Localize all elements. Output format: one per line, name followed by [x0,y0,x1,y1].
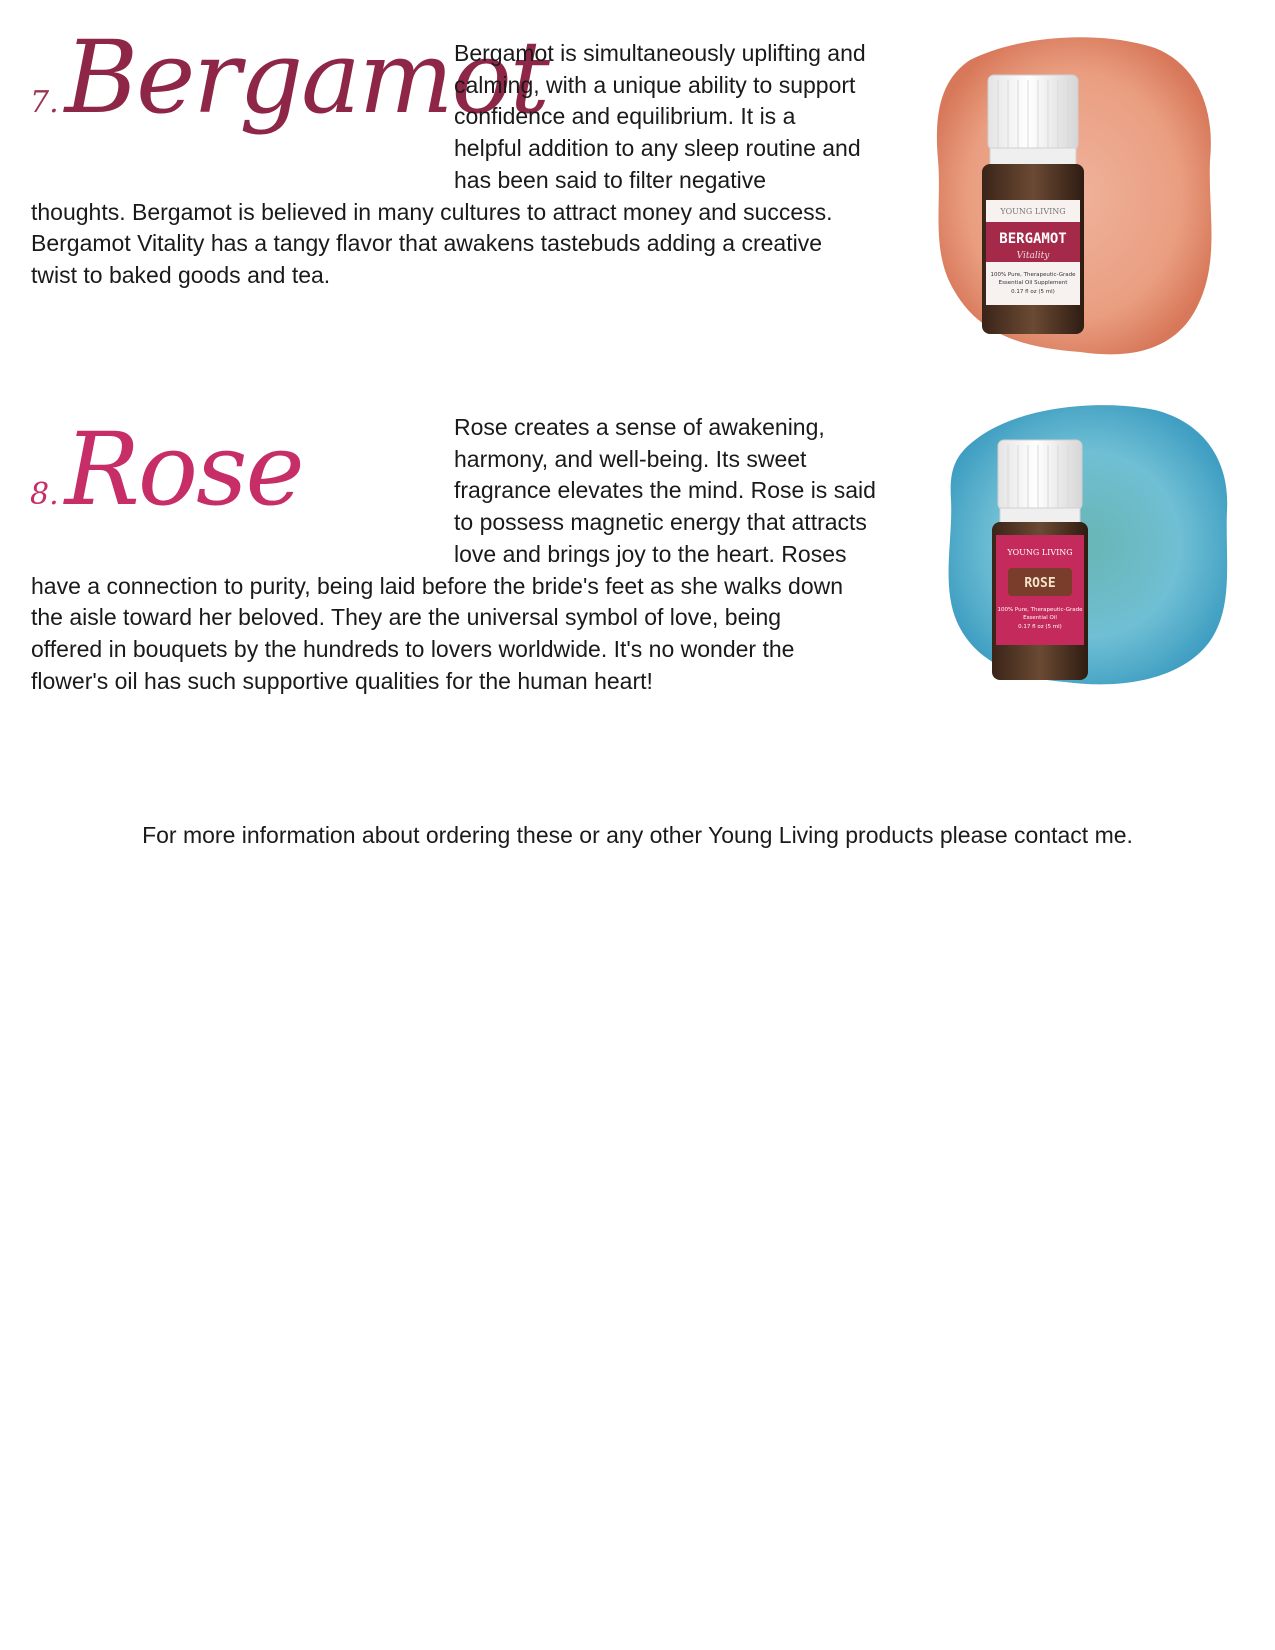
bottle-desc-text: Essential Oil Supplement [998,280,1068,286]
text-line: fragrance elevates the mind. Rose is said [454,477,876,504]
bottle-desc-text: 100% Pure, Therapeutic-Grade [997,607,1083,613]
text-line: thoughts. Bergamot is believed in many cultures to attract money and success. [31,198,833,225]
bergamot-number: 7. [30,85,59,120]
text-line: have a connection to purity, being laid before the bride's feet as she walks down [31,572,844,599]
rose-bottle-illustration [945,400,1235,690]
bottle-brand-text: YOUNG LIVING [1007,548,1073,557]
rose-product-image [945,400,1235,690]
text-line: to possess magnetic energy that attracts [454,509,867,536]
text-line: the aisle toward her beloved. They are the universal symbol of love, being [31,604,782,631]
bergamot-bottle-illustration [930,30,1220,370]
text-line: flower's oil has such supportive qualities for the human heart! [31,667,653,694]
text-line: harmony, and well-being. Its sweet [454,445,807,472]
text-line: has been said to filter negative [454,166,766,193]
bergamot-title: Bergamot [64,19,548,136]
text-line: confidence and equilibrium. It is a [454,103,796,130]
bottle-brand-text: YOUNG LIVING [1000,207,1066,216]
text-line: Rose creates a sense of awakening, [454,414,825,440]
text-line: Bergamot Vitality has a tangy flavor that awakens tastebuds adding a creative [31,230,822,257]
text-line: helpful addition to any sleep routine and [454,135,861,162]
contact-note: For more information about ordering these or any other Young Living products please contact me. [142,822,1133,848]
bergamot-section [0,0,1275,380]
rose-description [31,412,876,697]
bottle-label-text: BERGAMOT [999,231,1067,247]
bergamot-product-image [930,30,1220,370]
text-line: Bergamot is simultaneously uplifting and [454,40,866,66]
bottle-label-text: ROSE [1024,576,1056,591]
text-line: twist to baked goods and tea. [31,261,331,288]
rose-section [0,390,1275,740]
rose-number: 8. [30,477,59,512]
text-line: love and brings joy to the heart. Roses [454,540,847,567]
text-line: calming, with a unique ability to support [454,71,856,98]
bergamot-description [31,38,866,292]
bottle-sublabel-text: Vitality [1016,251,1050,261]
rose-title: Rose [64,411,303,528]
bottle-desc-text: 100% Pure, Therapeutic-Grade [990,272,1076,278]
bottle-desc-text: Essential Oil [1023,615,1057,621]
bottle-size-text: 0.17 fl oz (5 ml) [1011,289,1055,295]
text-line: offered in bouquets by the hundreds to lovers worldwide. It's no wonder the [31,635,795,662]
bottle-size-text: 0.17 fl oz (5 ml) [1018,624,1062,630]
